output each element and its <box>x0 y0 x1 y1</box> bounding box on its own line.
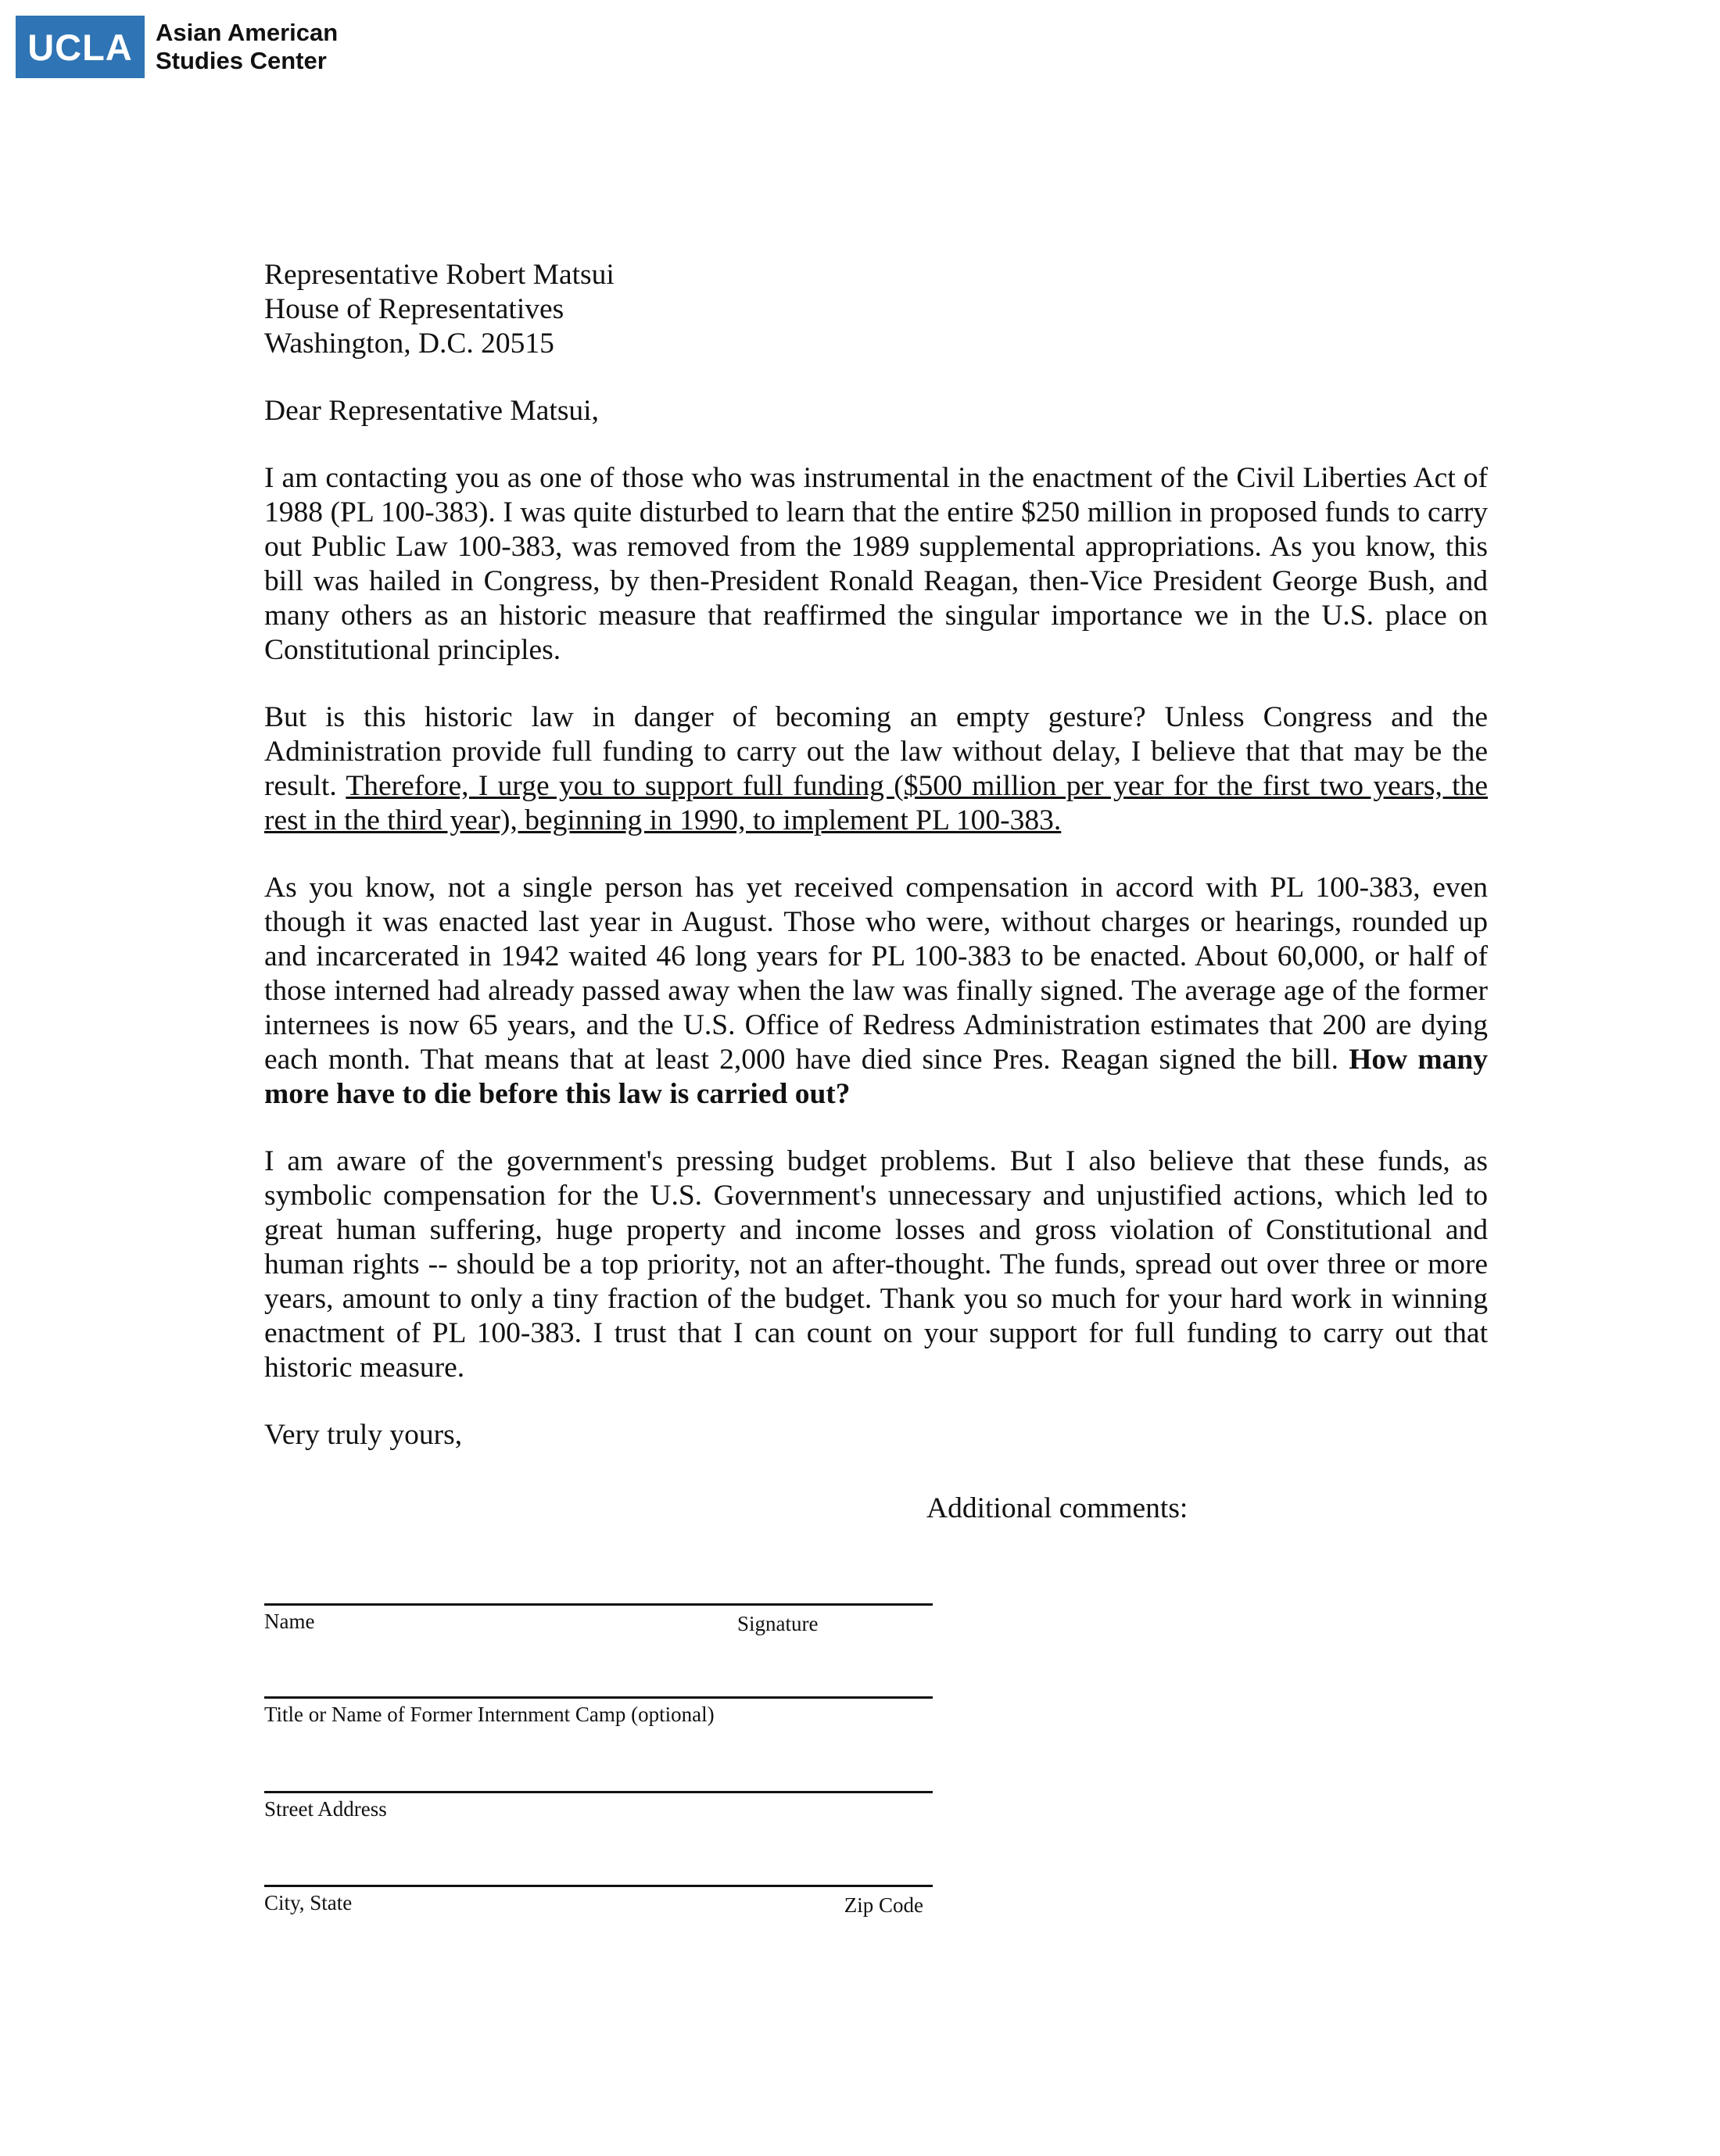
paragraph-2-underlined: Therefore, I urge you to support full funding ($500 million per year for the first two years, the rest in the third year), beginning in 1990, to implement PL 100-383. <box>264 770 1488 836</box>
zip-code-label: Zip Code <box>844 1893 923 1917</box>
center-name-line1: Asian American <box>156 19 339 46</box>
paragraph-2-text: But is this historic law in danger of becoming an empty gesture? Unless Congress and the Administration provide full funding to carry out the law without delay, I believe that that may be the result. <box>264 701 1488 802</box>
city-zip-field[interactable] <box>264 1885 933 1917</box>
address-line-3: Washington, D.C. 20515 <box>264 328 554 360</box>
title-label: Title or Name of Former Internment Camp (optional) <box>264 1703 715 1726</box>
signature-label: Signature <box>737 1612 819 1635</box>
street-address-label: Street Address <box>264 1797 387 1821</box>
closing: Very truly yours, <box>264 1419 463 1451</box>
recipient-address <box>264 258 1488 361</box>
paragraph-1: I am contacting you as one of those who was instrumental in the enactment of the Civil Liberties Act of 1988 (PL 100-383). I was quite disturbed to learn that the entire $250 million in proposed funds to carry out Public Law 100-383, was removed from the 1989 supplemental appropriations. As you know, this bill was hailed in Congress, by then-President Ronald Reagan, then-Vice President George Bush, and many others as an historic measure that reaffirmed the singular importance we in the U.S. place on Constitutional principles. <box>264 462 1488 666</box>
city-state-label: City, State <box>264 1891 353 1914</box>
ucla-logo-mark: UCLA <box>16 16 145 78</box>
street-address-field[interactable] <box>264 1791 933 1821</box>
center-name-line2: Studies Center <box>156 47 327 74</box>
paragraph-3-bold: How many more have to die before this law is carried out? <box>264 1044 1488 1110</box>
paragraph-3 <box>264 871 1488 1112</box>
salutation: Dear Representative Matsui, <box>264 395 599 427</box>
address-line-2: House of Representatives <box>264 293 564 325</box>
name-signature-field[interactable] <box>264 1603 933 1635</box>
center-name <box>156 19 338 75</box>
additional-comments-label: Additional comments: <box>926 1492 1188 1524</box>
letter-body <box>264 258 1488 1452</box>
paragraph-3-text: As you know, not a single person has yet received compensation in accord with PL 100-383, even though it was enacted last year in August. Those who were, without charges or hearings, rounded up and incarcerated in 1942 waited 46 long years for PL 100-383 to be enacted. About 60,000, or half of those interned had already passed away when the law was finally signed. The average age of the former internees is now 65 years, and the U.S. Office of Redress Administration estimates that 200 are dying each month. That means that at least 2,000 have died since Pres. Reagan signed the bill. <box>264 872 1488 1076</box>
name-label: Name <box>264 1610 315 1633</box>
paragraph-4: I am aware of the government's pressing budget problems. But I also believe that these funds, as symbolic compensation for the U.S. Government's unnecessary and unjustified actions, which led to great human suffering, huge property and income losses and gross violation of Constitutional and human rights -- should be a top priority, not an after-thought. The funds, spread out over three or more years, amount to only a tiny fraction of the budget. Thank you so much for your hard work in winning enactment of PL 100-383. I trust that I can count on your support for full funding to carry out that historic measure. <box>264 1145 1488 1384</box>
paragraph-2 <box>264 700 1488 838</box>
address-line-1: Representative Robert Matsui <box>264 259 615 291</box>
ucla-logo <box>16 16 338 78</box>
title-field[interactable] <box>264 1696 933 1726</box>
